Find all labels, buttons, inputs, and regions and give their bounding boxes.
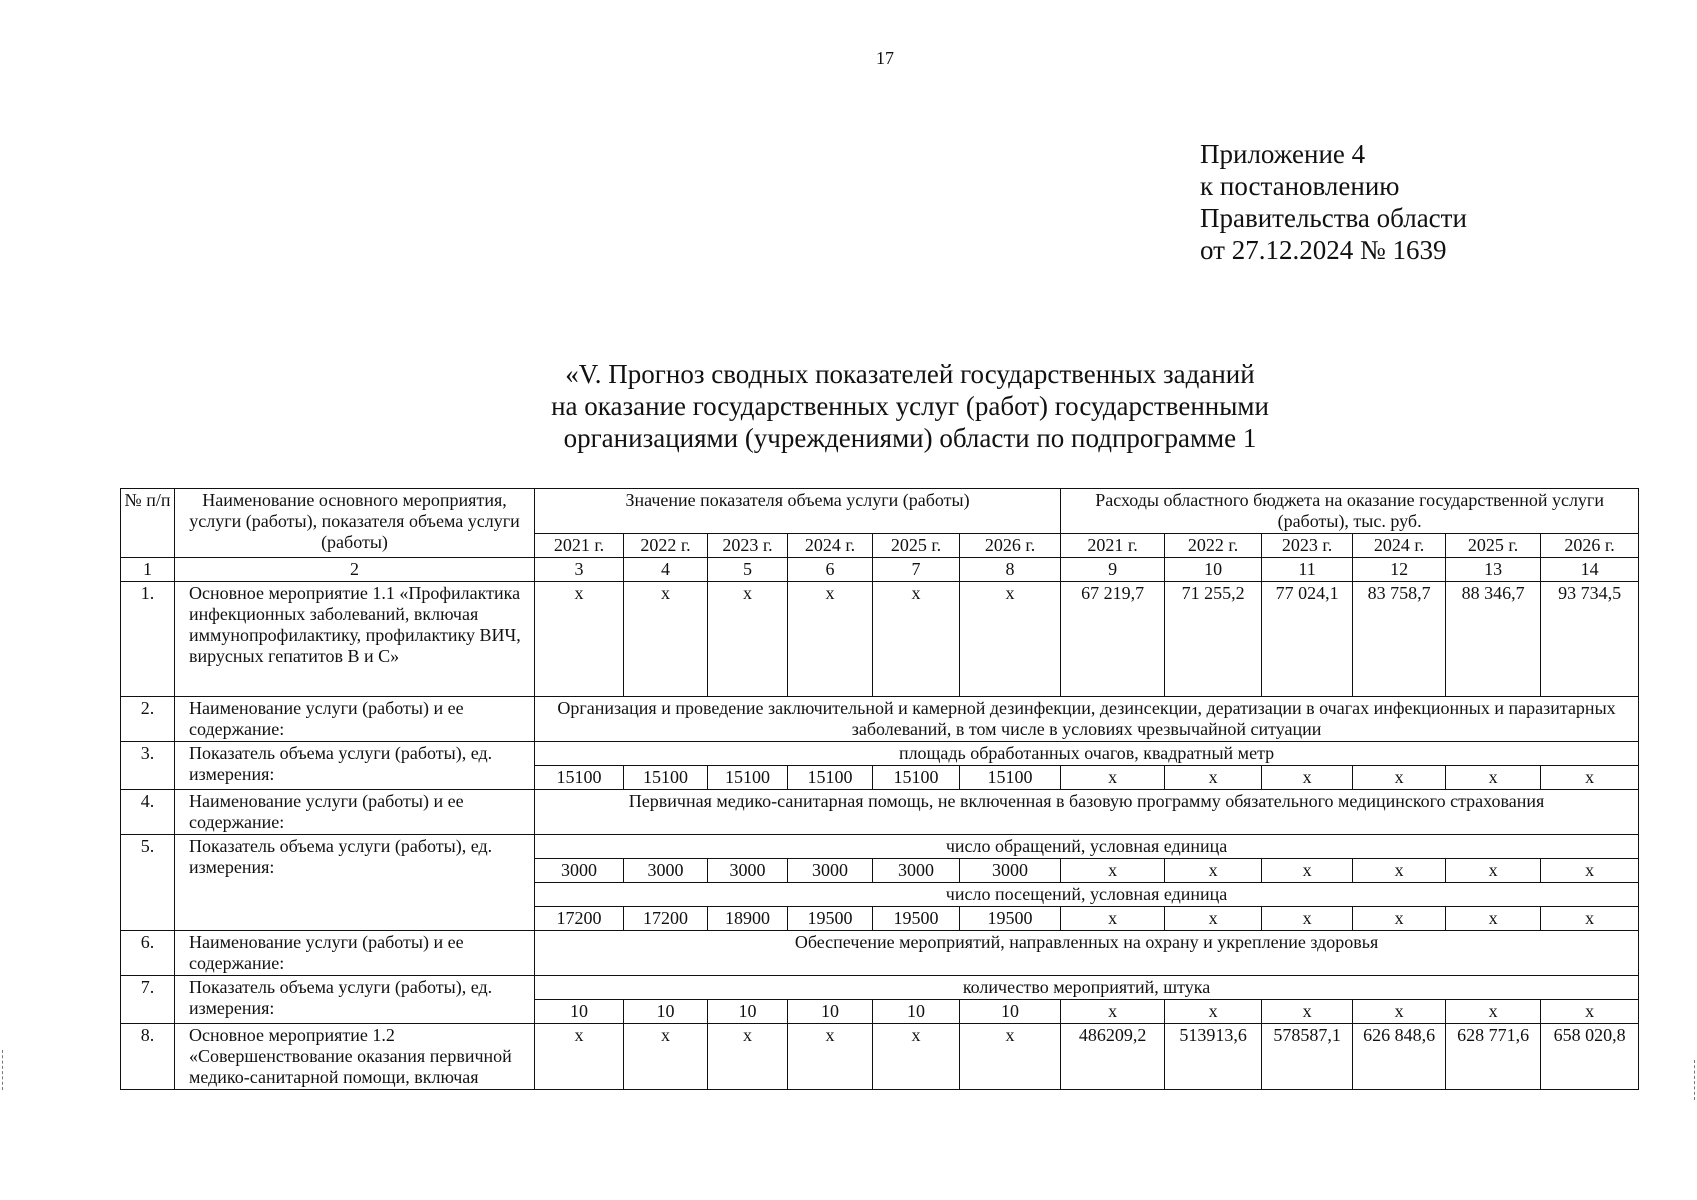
service-content: Организация и проведение заключительной и камерной дезинфекции, дезинсекции, дератизации в очагах инфекционных и паразитарных заболеваний, в том числе в условиях чрезвычайной ситуации bbox=[535, 697, 1639, 742]
volume-cell: 15100 bbox=[535, 766, 624, 790]
expense-cell: 626 848,6 bbox=[1353, 1024, 1446, 1090]
expense-cell: 88 346,7 bbox=[1446, 582, 1541, 697]
volume-cell: 17200 bbox=[535, 907, 624, 931]
expense-cell: x bbox=[1446, 1000, 1541, 1024]
table-row bbox=[121, 742, 1639, 766]
volume-cell: 3000 bbox=[788, 859, 873, 883]
expense-cell: x bbox=[1541, 859, 1639, 883]
column-number: 11 bbox=[1262, 558, 1353, 582]
scan-edge-mark bbox=[1688, 1060, 1695, 1100]
volume-cell: x bbox=[788, 582, 873, 697]
appendix-line: от 27.12.2024 № 1639 bbox=[1200, 235, 1447, 265]
expense-cell: x bbox=[1165, 907, 1262, 931]
expense-cell: x bbox=[1353, 766, 1446, 790]
column-number: 3 bbox=[535, 558, 624, 582]
header-volume-group: Значение показателя объема услуги (работы) bbox=[535, 489, 1061, 534]
volume-cell: 10 bbox=[624, 1000, 708, 1024]
header-year: 2025 г. bbox=[873, 534, 960, 558]
title-line: на оказание государственных услуг (работ) государственными bbox=[551, 391, 1269, 421]
expense-cell: x bbox=[1541, 1000, 1639, 1024]
table-row bbox=[121, 582, 1639, 697]
volume-cell: x bbox=[960, 1024, 1061, 1090]
volume-cell: x bbox=[535, 1024, 624, 1090]
expense-cell: x bbox=[1541, 766, 1639, 790]
expense-cell: x bbox=[1061, 907, 1165, 931]
volume-cell: 3000 bbox=[960, 859, 1061, 883]
volume-cell: x bbox=[960, 582, 1061, 697]
volume-cell: 18900 bbox=[708, 907, 788, 931]
volume-cell: 19500 bbox=[873, 907, 960, 931]
header-year: 2024 г. bbox=[788, 534, 873, 558]
expense-cell: x bbox=[1061, 859, 1165, 883]
volume-cell: 19500 bbox=[960, 907, 1061, 931]
column-number: 8 bbox=[960, 558, 1061, 582]
appendix-line: Приложение 4 bbox=[1200, 139, 1366, 169]
column-numbers-row bbox=[121, 558, 1639, 582]
indicator-label: количество мероприятий, штука bbox=[535, 976, 1639, 1000]
indicator-label: число обращений, условная единица bbox=[535, 835, 1639, 859]
appendix-block bbox=[1200, 138, 1467, 266]
expense-cell: x bbox=[1541, 907, 1639, 931]
table-row bbox=[121, 835, 1639, 859]
row-name: Наименование услуги (работы) и ее содержание: bbox=[175, 790, 535, 835]
row-number: 4. bbox=[121, 790, 175, 835]
expense-cell: x bbox=[1262, 907, 1353, 931]
row-name: Основное мероприятие 1.1 «Профилактика инфекционных заболеваний, включая иммунопрофилактику, профилактику ВИЧ, вирусных гепатитов В и С» bbox=[175, 582, 535, 697]
title-line: «V. Прогноз сводных показателей государственных заданий bbox=[565, 359, 1255, 389]
column-number: 2 bbox=[175, 558, 535, 582]
header-no: № п/п bbox=[121, 489, 175, 558]
volume-cell: 15100 bbox=[960, 766, 1061, 790]
volume-cell: 10 bbox=[708, 1000, 788, 1024]
volume-cell: 15100 bbox=[624, 766, 708, 790]
header-year: 2023 г. bbox=[1262, 534, 1353, 558]
volume-cell: 10 bbox=[788, 1000, 873, 1024]
row-number: 1. bbox=[121, 582, 175, 697]
header-year: 2022 г. bbox=[1165, 534, 1262, 558]
volume-cell: 10 bbox=[960, 1000, 1061, 1024]
table-row bbox=[121, 697, 1639, 742]
row-name: Наименование услуги (работы) и ее содержание: bbox=[175, 697, 535, 742]
service-content: Первичная медико-санитарная помощь, не включенная в базовую программу обязательного медицинского страхования bbox=[535, 790, 1639, 835]
expense-cell: 513913,6 bbox=[1165, 1024, 1262, 1090]
appendix-line: к постановлению bbox=[1200, 171, 1400, 201]
volume-cell: x bbox=[873, 582, 960, 697]
header-row bbox=[121, 489, 1639, 534]
expense-cell: x bbox=[1446, 907, 1541, 931]
header-year: 2022 г. bbox=[624, 534, 708, 558]
row-name: Показатель объема услуги (работы), ед. измерения: bbox=[175, 835, 535, 931]
forecast-table bbox=[120, 488, 1639, 1090]
column-number: 12 bbox=[1353, 558, 1446, 582]
expense-cell: x bbox=[1353, 859, 1446, 883]
expense-cell: x bbox=[1165, 766, 1262, 790]
document-title bbox=[410, 358, 1410, 454]
expense-cell: x bbox=[1262, 766, 1353, 790]
header-year: 2025 г. bbox=[1446, 534, 1541, 558]
volume-cell: x bbox=[708, 582, 788, 697]
header-year: 2026 г. bbox=[1541, 534, 1639, 558]
table-row bbox=[121, 931, 1639, 976]
expense-cell: 628 771,6 bbox=[1446, 1024, 1541, 1090]
table-row bbox=[121, 1024, 1639, 1090]
row-number: 8. bbox=[121, 1024, 175, 1090]
column-number: 4 bbox=[624, 558, 708, 582]
expense-cell: x bbox=[1262, 1000, 1353, 1024]
header-name: Наименование основного мероприятия, услуги (работы), показателя объема услуги (работы) bbox=[175, 489, 535, 558]
title-line: организациями (учреждениями) области по подпрограмме 1 bbox=[563, 423, 1257, 453]
service-content: Обеспечение мероприятий, направленных на охрану и укрепление здоровья bbox=[535, 931, 1639, 976]
column-number: 6 bbox=[788, 558, 873, 582]
expense-cell: 83 758,7 bbox=[1353, 582, 1446, 697]
expense-cell: 77 024,1 bbox=[1262, 582, 1353, 697]
header-year: 2021 г. bbox=[1061, 534, 1165, 558]
expense-cell: x bbox=[1165, 1000, 1262, 1024]
volume-cell: 17200 bbox=[624, 907, 708, 931]
column-number: 14 bbox=[1541, 558, 1639, 582]
page-number: 17 bbox=[876, 48, 894, 68]
expense-cell: x bbox=[1262, 859, 1353, 883]
row-number: 6. bbox=[121, 931, 175, 976]
expense-cell: x bbox=[1353, 907, 1446, 931]
column-number: 1 bbox=[121, 558, 175, 582]
volume-cell: 15100 bbox=[708, 766, 788, 790]
appendix-line: Правительства области bbox=[1200, 203, 1467, 233]
volume-cell: 10 bbox=[535, 1000, 624, 1024]
volume-cell: 3000 bbox=[708, 859, 788, 883]
volume-cell: x bbox=[535, 582, 624, 697]
expense-cell: 486209,2 bbox=[1061, 1024, 1165, 1090]
expense-cell: x bbox=[1353, 1000, 1446, 1024]
indicator-label: число посещений, условная единица bbox=[535, 883, 1639, 907]
row-number: 7. bbox=[121, 976, 175, 1024]
expense-cell: 67 219,7 bbox=[1061, 582, 1165, 697]
volume-cell: 10 bbox=[873, 1000, 960, 1024]
indicator-label: площадь обработанных очагов, квадратный метр bbox=[535, 742, 1639, 766]
volume-cell: 15100 bbox=[788, 766, 873, 790]
volume-cell: x bbox=[624, 582, 708, 697]
expense-cell: 578587,1 bbox=[1262, 1024, 1353, 1090]
expense-cell: x bbox=[1061, 766, 1165, 790]
row-name: Основное мероприятие 1.2 «Совершенствование оказания первичной медико-санитарной помощи, включая bbox=[175, 1024, 535, 1090]
expense-cell: 658 020,8 bbox=[1541, 1024, 1639, 1090]
column-number: 10 bbox=[1165, 558, 1262, 582]
volume-cell: x bbox=[873, 1024, 960, 1090]
volume-cell: x bbox=[624, 1024, 708, 1090]
row-number: 3. bbox=[121, 742, 175, 790]
expense-cell: x bbox=[1446, 859, 1541, 883]
header-year: 2023 г. bbox=[708, 534, 788, 558]
table-row bbox=[121, 976, 1639, 1000]
column-number: 13 bbox=[1446, 558, 1541, 582]
row-number: 2. bbox=[121, 697, 175, 742]
column-number: 9 bbox=[1061, 558, 1165, 582]
header-year: 2021 г. bbox=[535, 534, 624, 558]
expense-cell: x bbox=[1446, 766, 1541, 790]
header-year: 2026 г. bbox=[960, 534, 1061, 558]
volume-cell: 19500 bbox=[788, 907, 873, 931]
expense-cell: 71 255,2 bbox=[1165, 582, 1262, 697]
volume-cell: 3000 bbox=[624, 859, 708, 883]
volume-cell: 3000 bbox=[873, 859, 960, 883]
expense-cell: x bbox=[1061, 1000, 1165, 1024]
volume-cell: x bbox=[788, 1024, 873, 1090]
volume-cell: x bbox=[708, 1024, 788, 1090]
row-name: Показатель объема услуги (работы), ед. измерения: bbox=[175, 742, 535, 790]
table-row bbox=[121, 790, 1639, 835]
row-name: Наименование услуги (работы) и ее содержание: bbox=[175, 931, 535, 976]
header-year: 2024 г. bbox=[1353, 534, 1446, 558]
row-name: Показатель объема услуги (работы), ед. измерения: bbox=[175, 976, 535, 1024]
header-expense-group: Расходы областного бюджета на оказание государственной услуги (работы), тыс. руб. bbox=[1061, 489, 1639, 534]
volume-cell: 3000 bbox=[535, 859, 624, 883]
volume-cell: 15100 bbox=[873, 766, 960, 790]
expense-cell: 93 734,5 bbox=[1541, 582, 1639, 697]
expense-cell: x bbox=[1165, 859, 1262, 883]
scan-edge-mark bbox=[2, 1050, 9, 1090]
column-number: 5 bbox=[708, 558, 788, 582]
row-number: 5. bbox=[121, 835, 175, 931]
column-number: 7 bbox=[873, 558, 960, 582]
